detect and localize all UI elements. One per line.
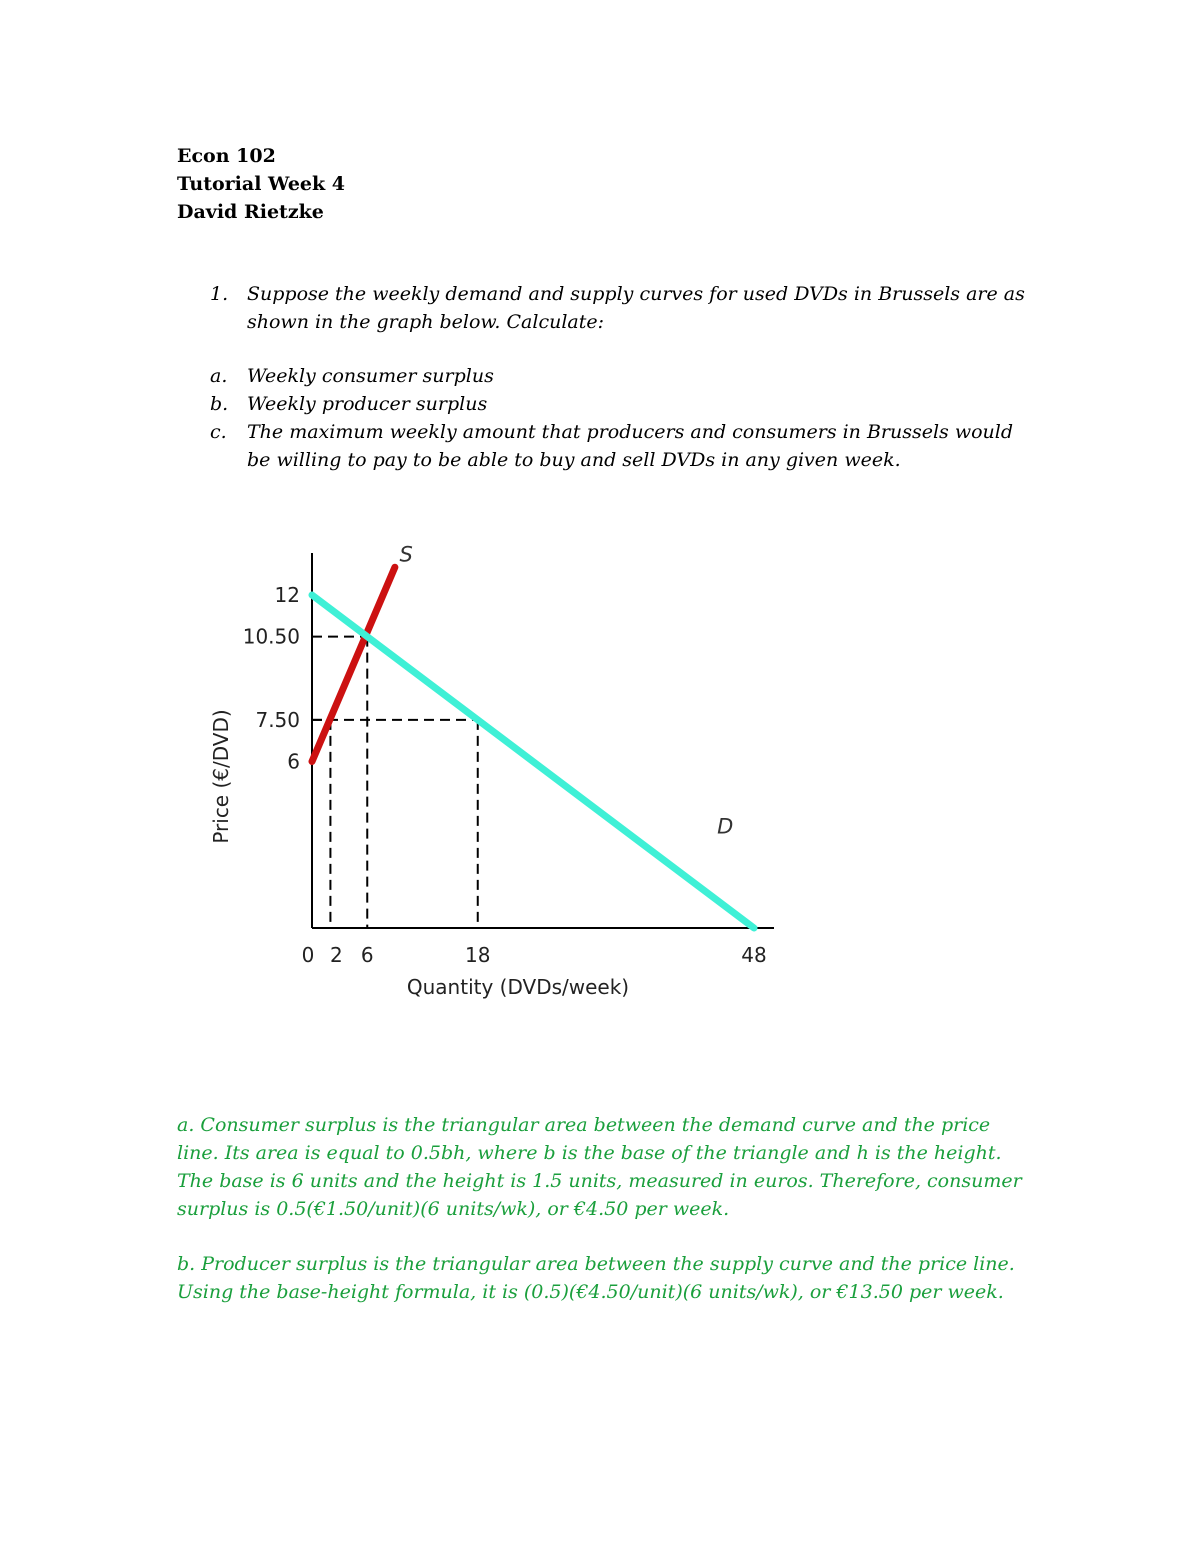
x-tick-label: 0 — [301, 943, 315, 967]
question-text: Suppose the weekly demand and supply curves for used DVDs in Brussels are as shown in the graph below. Calculate: — [247, 283, 1025, 333]
supply-demand-chart — [190, 545, 790, 1015]
x-tick-label: 6 — [360, 943, 374, 967]
supply-curve-label: S — [399, 545, 413, 567]
part-label: c. — [210, 421, 227, 443]
author-name: David Rietzke — [177, 201, 324, 223]
y-tick-label: 12 — [274, 583, 300, 607]
chart-axes — [312, 553, 774, 928]
question-part-b — [210, 390, 1040, 418]
x-tick-label: 48 — [741, 943, 767, 967]
course-title: Econ 102 — [177, 145, 276, 167]
question-1 — [210, 280, 1040, 336]
answers-block — [177, 1111, 1037, 1333]
x-tick-label: 18 — [465, 943, 491, 967]
document-header — [177, 142, 345, 226]
part-text: Weekly consumer surplus — [247, 365, 494, 387]
question-part-a — [210, 362, 1040, 390]
x-tick-label: 2 — [330, 943, 343, 967]
y-axis-title: Price (€/DVD) — [209, 709, 233, 844]
supply-curve — [312, 567, 395, 761]
x-axis-title: Quantity (DVDs/week) — [406, 975, 630, 999]
demand-curve-label: D — [717, 814, 734, 839]
question-number: 1. — [210, 283, 229, 305]
y-tick-label: 7.50 — [255, 707, 300, 732]
answer-b: b. Producer surplus is the triangular area between the supply curve and the price line. Using the base-height formula, it is (0.5)(€4.50/unit)(6 units/wk), or €13.50 per week. — [177, 1253, 1015, 1303]
y-tick-label: 10.50 — [242, 624, 300, 649]
part-label: b. — [210, 393, 229, 415]
part-text: The maximum weekly amount that producers and consumers in Brussels would be willing to pay to be able to buy and sell DVDs in any given week. — [247, 421, 1014, 471]
part-text: Weekly producer surplus — [247, 393, 488, 415]
answer-a: a. Consumer surplus is the triangular area between the demand curve and the price line. Its area is equal to 0.5bh, where b is the base of the triangle and h is the height. The base is 6 units and the height is 1.5 units, measured in euros. Therefore, consumer surplus is 0.5(€1.50/unit)(6 units/wk), or €4.50 per week. — [177, 1114, 1022, 1220]
question-block — [210, 280, 1040, 474]
part-label: a. — [210, 365, 228, 387]
question-part-c — [210, 418, 1040, 474]
chart-labels — [209, 545, 767, 999]
demand-curve — [312, 595, 754, 928]
chart-series — [312, 567, 754, 928]
guide-lines — [312, 637, 478, 928]
tutorial-title: Tutorial Week 4 — [177, 173, 345, 195]
y-tick-label: 6 — [287, 749, 300, 774]
